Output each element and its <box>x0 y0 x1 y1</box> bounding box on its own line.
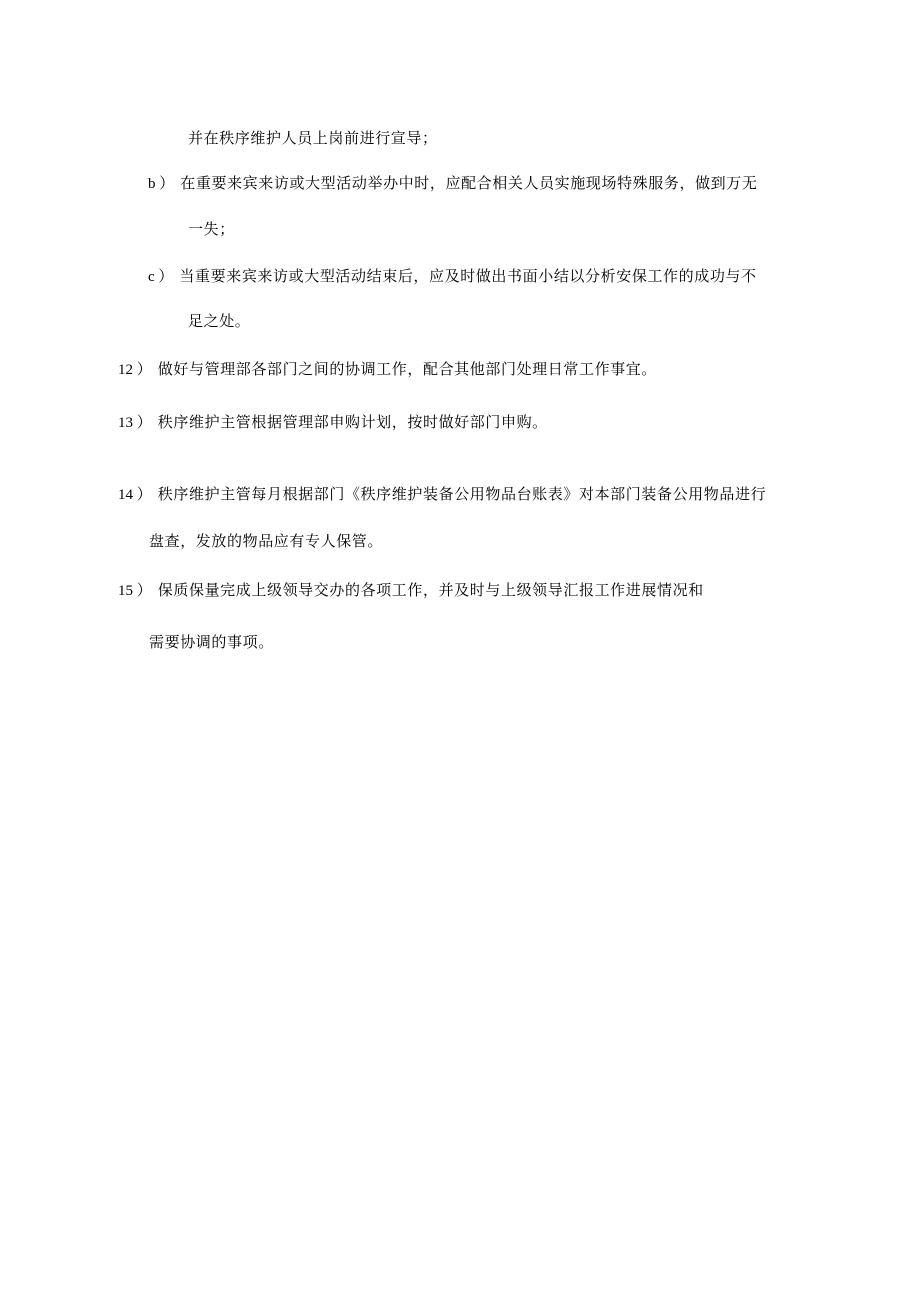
item-14-marker: 14 ） <box>118 487 152 503</box>
sub-item-b-continuation: 一失； <box>188 220 235 238</box>
sub-item-c <box>148 266 757 287</box>
item-12-marker: 12 ） <box>118 362 152 378</box>
item-15-text: 保质保量完成上级领导交办的各项工作，并及时与上级领导汇报工作进展情况和 <box>157 581 704 599</box>
sub-item-c-marker: c ） <box>148 269 174 285</box>
sub-item-b-text: 在重要来宾来访或大型活动举办中时，应配合相关人员实施现场特殊服务，做到万无 <box>180 174 758 192</box>
item-13-marker: 13 ） <box>118 415 152 431</box>
item-13 <box>118 412 548 433</box>
item-15-continuation: 需要协调的事项。 <box>149 633 274 651</box>
item-15 <box>118 580 704 601</box>
item-12 <box>118 359 657 380</box>
sub-item-c-continuation: 足之处。 <box>188 312 251 330</box>
item-15-marker: 15 ） <box>118 583 152 599</box>
item-14 <box>118 484 766 505</box>
item-13-text: 秩序维护主管根据管理部申购计划，按时做好部门申购。 <box>157 413 548 431</box>
sub-item-b-marker: b ） <box>148 176 175 192</box>
continuation-line: 并在秩序维护人员上岗前进行宣导； <box>188 129 438 147</box>
sub-item-c-text: 当重要来宾来访或大型活动结束后，应及时做出书面小结以分析安保工作的成功与不 <box>179 267 757 285</box>
item-14-continuation: 盘查，发放的物品应有专人保管。 <box>149 532 384 550</box>
item-14-text: 秩序维护主管每月根据部门《秩序维护装备公用物品台账表》对本部门装备公用物品进行 <box>157 485 767 503</box>
sub-item-b <box>148 173 757 194</box>
item-12-text: 做好与管理部各部门之间的协调工作，配合其他部门处理日常工作事宜。 <box>157 360 657 378</box>
